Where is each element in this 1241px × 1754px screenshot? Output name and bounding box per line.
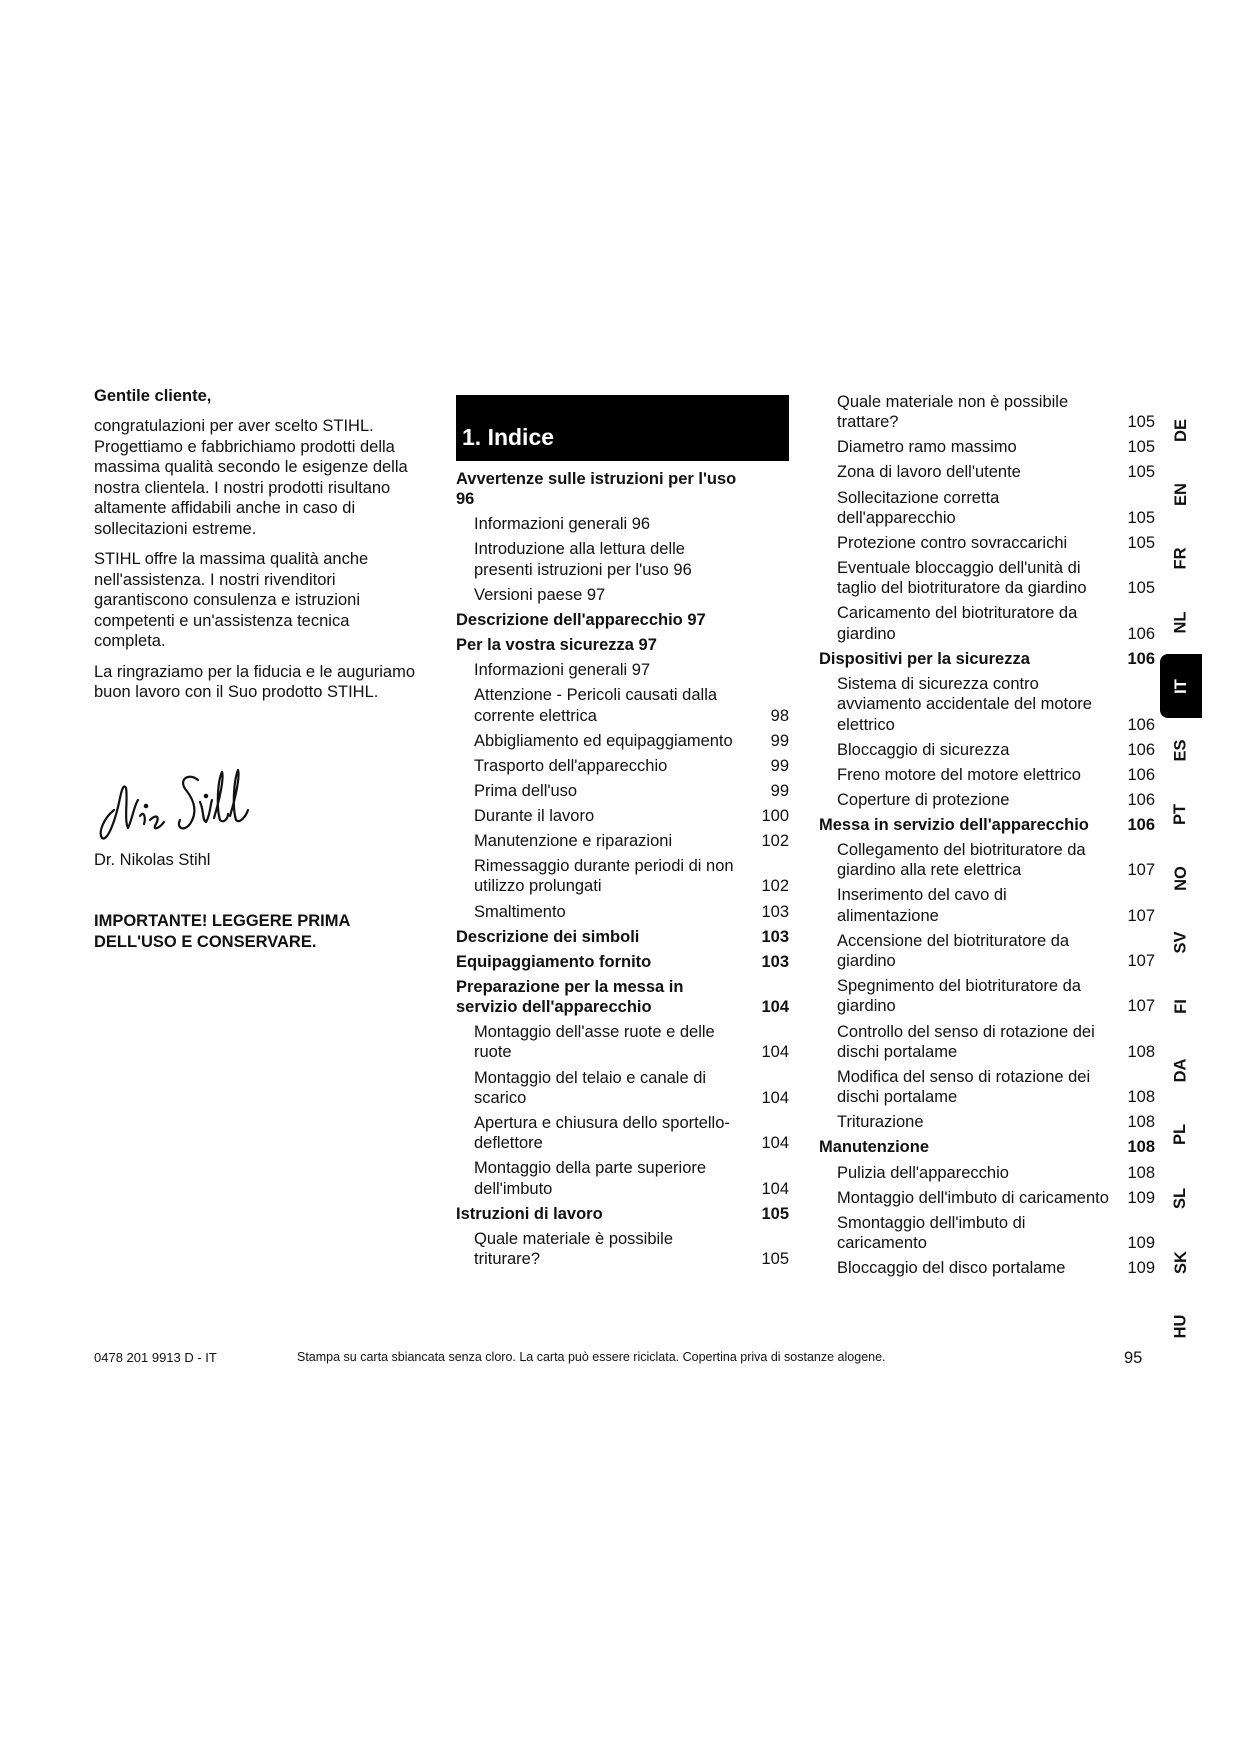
toc-entry[interactable] [819, 437, 1155, 457]
toc-entry[interactable] [456, 635, 789, 655]
tab-label: SL [1171, 1187, 1190, 1209]
toc-entry-page: 107 [1127, 997, 1155, 1016]
tab-lang-pt[interactable] [1160, 782, 1202, 846]
toc-entry-title: Bloccaggio di sicurezza [837, 740, 1010, 759]
toc-entry[interactable] [819, 885, 1155, 926]
tab-lang-fi[interactable] [1160, 974, 1202, 1038]
toc-entry[interactable] [819, 840, 1155, 881]
toc-entry-page: 106 [1127, 649, 1155, 668]
toc-entry-title: Coperture di protezione [837, 790, 1010, 809]
toc-entry-page: 108 [1127, 1113, 1155, 1132]
toc-entry-title: Abbigliamento ed equipaggiamento [474, 731, 733, 750]
toc-entry-title: Rimessaggio durante periodi di non utilizzo prolungati [474, 857, 734, 896]
toc-entry-title: Montaggio del telaio e canale di scarico [474, 1068, 707, 1107]
toc-entry-title: Controllo del senso di rotazione dei dischi portalame [837, 1022, 1095, 1061]
welcome-letter [94, 386, 424, 713]
toc-entry-title: Sollecitazione corretta dell'apparecchio [837, 488, 1000, 527]
tab-label: IT [1171, 678, 1190, 694]
toc-entry-page: 99 [770, 731, 789, 750]
toc-entry[interactable] [819, 976, 1155, 1017]
toc-entry[interactable] [819, 488, 1155, 529]
toc-entry-page: 107 [1127, 906, 1155, 925]
toc-entry-title: Accensione del biotrituratore da giardino [837, 931, 1070, 971]
toc-entry-page: 105 [761, 1204, 789, 1223]
toc-entry-title: Quale materiale è possibile triturare? [474, 1229, 674, 1269]
letter-paragraph: congratulazioni per aver scelto STIHL. Progettiamo e fabbrichiamo prodotti della massima qualità secondo le esigenze della nostra clientela. I nostri prodotti risultano altamente affidabili anche in caso di sollecitazioni estreme. [94, 417, 408, 538]
toc-entry[interactable] [456, 1022, 789, 1063]
language-tabs [1160, 398, 1202, 1358]
page-number: 95 [1124, 1349, 1143, 1367]
toc-entry[interactable] [456, 902, 789, 922]
tab-lang-fr[interactable] [1160, 526, 1202, 590]
toc-entry-page: 106 [1127, 765, 1155, 784]
document-code: 0478 201 9913 D - IT [94, 1350, 217, 1365]
toc-entry-page: 103 [761, 952, 789, 971]
toc-entry[interactable] [819, 1213, 1155, 1254]
greeting: Gentile cliente, [94, 387, 212, 405]
toc-entry[interactable] [819, 1258, 1155, 1278]
toc-entry[interactable] [456, 1068, 789, 1109]
toc-entry-title: Quale materiale non è possibile trattare? [837, 393, 1069, 432]
toc-entry-page: 98 [770, 706, 789, 725]
tab-lang-nl[interactable] [1160, 590, 1202, 654]
toc-entry-title: Montaggio della parte superiore dell'imbuto [474, 1159, 707, 1198]
toc-entry-page: 105 [1127, 463, 1155, 482]
toc-entry-title: Montaggio dell'imbuto di caricamento [837, 1188, 1109, 1207]
toc-entry[interactable] [819, 1163, 1155, 1183]
toc-entry-title: Equipaggiamento fornito [456, 952, 652, 971]
tab-label: EN [1171, 482, 1190, 506]
toc-entry-page: 99 [770, 781, 789, 800]
tab-label: SK [1171, 1250, 1190, 1274]
tab-label: FI [1171, 998, 1190, 1014]
toc-entry-title: Versioni paese 97 [474, 585, 606, 604]
toc-entry[interactable] [456, 585, 789, 605]
tab-lang-pl[interactable] [1160, 1102, 1202, 1166]
toc-entry-title: Istruzioni di lavoro [456, 1204, 603, 1223]
toc-entry[interactable] [456, 831, 789, 851]
signer-name: Dr. Nikolas Stihl [94, 851, 211, 869]
toc-entry[interactable] [456, 1158, 789, 1199]
tab-label: NO [1171, 865, 1190, 891]
toc-entry-title: Inserimento del cavo di alimentazione [837, 886, 1007, 925]
toc-entry[interactable] [456, 1113, 789, 1154]
toc-entry[interactable] [456, 469, 789, 510]
toc-entry[interactable] [456, 856, 789, 897]
toc-column-left [456, 395, 789, 1274]
toc-entry-page: 105 [1127, 508, 1155, 527]
toc-entry-page: 104 [761, 998, 789, 1017]
toc-entry-page: 107 [1127, 952, 1155, 971]
tab-lang-da[interactable] [1160, 1038, 1202, 1102]
tab-label: NL [1171, 611, 1190, 633]
toc-entry[interactable] [819, 603, 1155, 644]
tab-label: DE [1171, 418, 1190, 442]
toc-entry-title: Per la vostra sicurezza 97 [456, 636, 657, 655]
toc-entry-page: 105 [1127, 533, 1155, 552]
tab-lang-no[interactable] [1160, 846, 1202, 910]
toc-entry-title: Caricamento del biotrituratore da giardino [837, 604, 1078, 643]
toc-entry[interactable] [819, 1022, 1155, 1063]
toc-entry[interactable] [456, 952, 789, 972]
toc-entry[interactable] [456, 514, 789, 534]
toc-entry[interactable] [819, 649, 1155, 669]
toc-entry-title: Trasporto dell'apparecchio [474, 756, 668, 775]
toc-entry-title: Attenzione - Pericoli causati dalla corrente elettrica [474, 686, 718, 725]
toc-entry-title: Apertura e chiusura dello sportello-deflettore [474, 1113, 730, 1153]
toc-entry-title: Dispositivi per la sicurezza [819, 649, 1030, 668]
toc-entry-page: 105 [761, 1250, 789, 1269]
paper-note: Stampa su carta sbiancata senza cloro. La carta può essere riciclata. Copertina priva di sostanze alogene. [297, 1350, 886, 1364]
tab-lang-it[interactable] [1160, 654, 1202, 718]
toc-entry-title: Informazioni generali 96 [474, 515, 651, 534]
toc-entry-page: 109 [1127, 1259, 1155, 1278]
toc-entry[interactable] [819, 931, 1155, 972]
toc-entry-page: 109 [1127, 1234, 1155, 1253]
toc-entry-title: Freno motore del motore elettrico [837, 765, 1081, 784]
toc-entry[interactable] [819, 1067, 1155, 1108]
toc-entry-page: 106 [1127, 624, 1155, 643]
toc-entry[interactable] [819, 1112, 1155, 1132]
toc-entry-title: Zona di lavoro dell'utente [837, 463, 1021, 482]
toc-entry[interactable] [456, 660, 789, 680]
tab-label: FR [1171, 547, 1190, 569]
toc-entry[interactable] [819, 815, 1155, 835]
toc-entry-page: 100 [761, 806, 789, 825]
letter-paragraph: La ringraziamo per la fiducia e le auguriamo buon lavoro con il Suo prodotto STIHL. [94, 662, 416, 701]
toc-column-right [819, 392, 1155, 1283]
toc-entry-page: 108 [1127, 1138, 1155, 1157]
toc-entry-title: Triturazione [837, 1113, 924, 1132]
tab-label: ES [1171, 738, 1190, 762]
toc-entry[interactable] [819, 533, 1155, 553]
important-notice: IMPORTANTE! LEGGERE PRIMA DELL'USO E CONSERVARE. [94, 912, 350, 951]
toc-entry[interactable] [456, 610, 789, 630]
toc-entry[interactable] [819, 558, 1155, 599]
toc-entry[interactable] [456, 756, 789, 776]
toc-entry-title: Eventuale bloccaggio dell'unità di taglio del biotrituratore da giardino [837, 559, 1087, 598]
toc-entry-title: Modifica del senso di rotazione dei dischi portalame [837, 1067, 1091, 1107]
tab-lang-en[interactable] [1160, 462, 1202, 526]
toc-entry-page: 103 [761, 902, 789, 921]
tab-lang-de[interactable] [1160, 398, 1202, 462]
toc-entry-title: Bloccaggio del disco portalame [837, 1259, 1066, 1278]
letter-paragraph: STIHL offre la massima qualità anche nell'assistenza. I nostri rivenditori garantiscono consulenza e istruzioni competenti e un'assistenza tecnica completa. [94, 550, 369, 650]
toc-entry-page: 105 [1127, 579, 1155, 598]
tab-lang-hu[interactable] [1160, 1294, 1202, 1358]
tab-label: DA [1171, 1058, 1190, 1082]
toc-entry[interactable] [456, 539, 789, 580]
toc-entry-page: 108 [1127, 1088, 1155, 1107]
tab-lang-es[interactable] [1160, 718, 1202, 782]
toc-entry[interactable] [456, 977, 789, 1018]
toc-entry-page: 104 [761, 1088, 789, 1107]
toc-entry[interactable] [456, 1229, 789, 1270]
toc-entry-page: 109 [1127, 1188, 1155, 1207]
tab-label: HU [1171, 1314, 1190, 1338]
toc-entry-page: 104 [761, 1179, 789, 1198]
toc-entry-title: Diametro ramo massimo [837, 438, 1017, 457]
toc-entry-page: 105 [1127, 438, 1155, 457]
toc-entry-title: Descrizione dell'apparecchio 97 [456, 610, 706, 629]
toc-entry-page: 108 [1127, 1163, 1155, 1182]
toc-entry[interactable] [819, 1188, 1155, 1208]
toc-entry-page: 108 [1127, 1042, 1155, 1061]
toc-entry-page: 107 [1127, 861, 1155, 880]
toc-entry-page: 106 [1127, 715, 1155, 734]
toc-entry-title: Manutenzione [819, 1138, 929, 1157]
toc-entry[interactable] [456, 781, 789, 801]
toc-entry[interactable] [456, 1204, 789, 1224]
toc-entry-title: Sistema di sicurezza contro avviamento accidentale del motore elettrico [837, 674, 1092, 734]
toc-entry[interactable] [819, 674, 1155, 735]
tab-lang-sl[interactable] [1160, 1166, 1202, 1230]
toc-entry[interactable] [456, 927, 789, 947]
toc-entry-page: 103 [761, 927, 789, 946]
toc-entry-title: Introduzione alla lettura delle presenti istruzioni per l'uso 96 [474, 540, 692, 579]
toc-entry-title: Smontaggio dell'imbuto di caricamento [837, 1213, 1026, 1253]
toc-entry-page: 105 [1127, 413, 1155, 432]
toc-entry-title: Spegnimento del biotrituratore da giardino [837, 977, 1081, 1016]
toc-entry[interactable] [456, 685, 789, 726]
toc-entry[interactable] [819, 765, 1155, 785]
toc-entry-title: Smaltimento [474, 902, 566, 921]
toc-entry[interactable] [456, 806, 789, 826]
toc-entry-title: Prima dell'uso [474, 781, 578, 800]
toc-entry[interactable] [819, 392, 1155, 433]
toc-entry-title: Descrizione dei simboli [456, 927, 640, 946]
toc-entry-page: 102 [761, 877, 789, 896]
toc-entry-page: 99 [770, 756, 789, 775]
tab-lang-sk[interactable] [1160, 1230, 1202, 1294]
toc-entry-title: Montaggio dell'asse ruote e delle ruote [474, 1023, 715, 1062]
toc-entry-title: Collegamento del biotrituratore da giardino alla rete elettrica [837, 841, 1086, 880]
toc-entry-title: Manutenzione e riparazioni [474, 832, 673, 851]
toc-entry-page: 106 [1127, 790, 1155, 809]
toc-entry-page: 104 [761, 1134, 789, 1153]
tab-label: SV [1171, 930, 1190, 954]
toc-entry-page: 102 [761, 832, 789, 851]
handwritten-signature [94, 758, 254, 844]
toc-entry-page: 106 [1127, 815, 1155, 834]
toc-entry[interactable] [819, 790, 1155, 810]
toc-entry[interactable] [819, 740, 1155, 760]
tab-label: PL [1171, 1123, 1190, 1145]
toc-entry-title: Avvertenze sulle istruzioni per l'uso 96 [456, 470, 737, 509]
toc-entry-title: Preparazione per la messa in servizio dell'apparecchio [456, 977, 684, 1017]
toc-entry-title: Protezione contro sovraccarichi [837, 533, 1068, 552]
tab-label: PT [1171, 803, 1190, 825]
toc-entry-title: Informazioni generali 97 [474, 661, 651, 680]
toc-entry[interactable] [819, 462, 1155, 482]
toc-entry-title: Messa in servizio dell'apparecchio [819, 815, 1089, 834]
toc-entry-page: 104 [761, 1043, 789, 1062]
toc-entry-title: Pulizia dell'apparecchio [837, 1163, 1009, 1182]
toc-entry[interactable] [456, 731, 789, 751]
toc-entry[interactable] [819, 1137, 1155, 1157]
toc-entry-page: 106 [1127, 740, 1155, 759]
toc-entry-title: Durante il lavoro [474, 806, 595, 825]
toc-header: 1. Indice [456, 395, 789, 461]
tab-lang-sv[interactable] [1160, 910, 1202, 974]
